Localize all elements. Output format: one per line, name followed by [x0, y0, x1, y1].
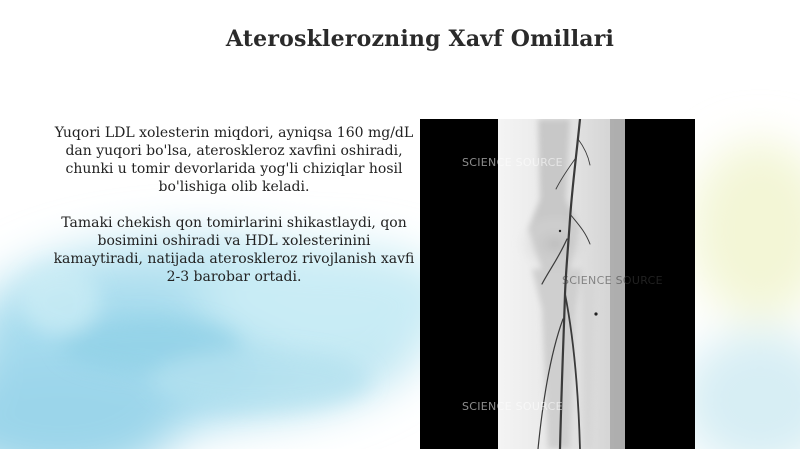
slide-title: Aterosklerozning Xavf Omillari: [225, 26, 615, 52]
watermark: SCIENCE SOURCE: [462, 156, 563, 169]
angiogram-image: [420, 119, 695, 449]
slide-body: [52, 124, 416, 304]
paragraph-ldl: Yuqori LDL xolesterin miqdori, ayniqsa 160 mg/dL dan yuqori bo'lsa, ateroskleroz xavfini oshiradi, chunki u tomir devorlarida yog'li chiziqlar hosil bo'lishiga olib keladi.: [54, 125, 414, 195]
watermark: SCIENCE SOURCE: [462, 400, 563, 413]
paragraph-smoking: Tamaki chekish qon tomirlarini shikastlaydi, qon bosimini oshiradi va HDL xolesterinini kamaytiradi, natijada ateroskleroz rivojlanish xavfi 2-3 barobar ortadi.: [53, 215, 415, 285]
watermark: SCIENCE SOURCE: [562, 274, 663, 287]
